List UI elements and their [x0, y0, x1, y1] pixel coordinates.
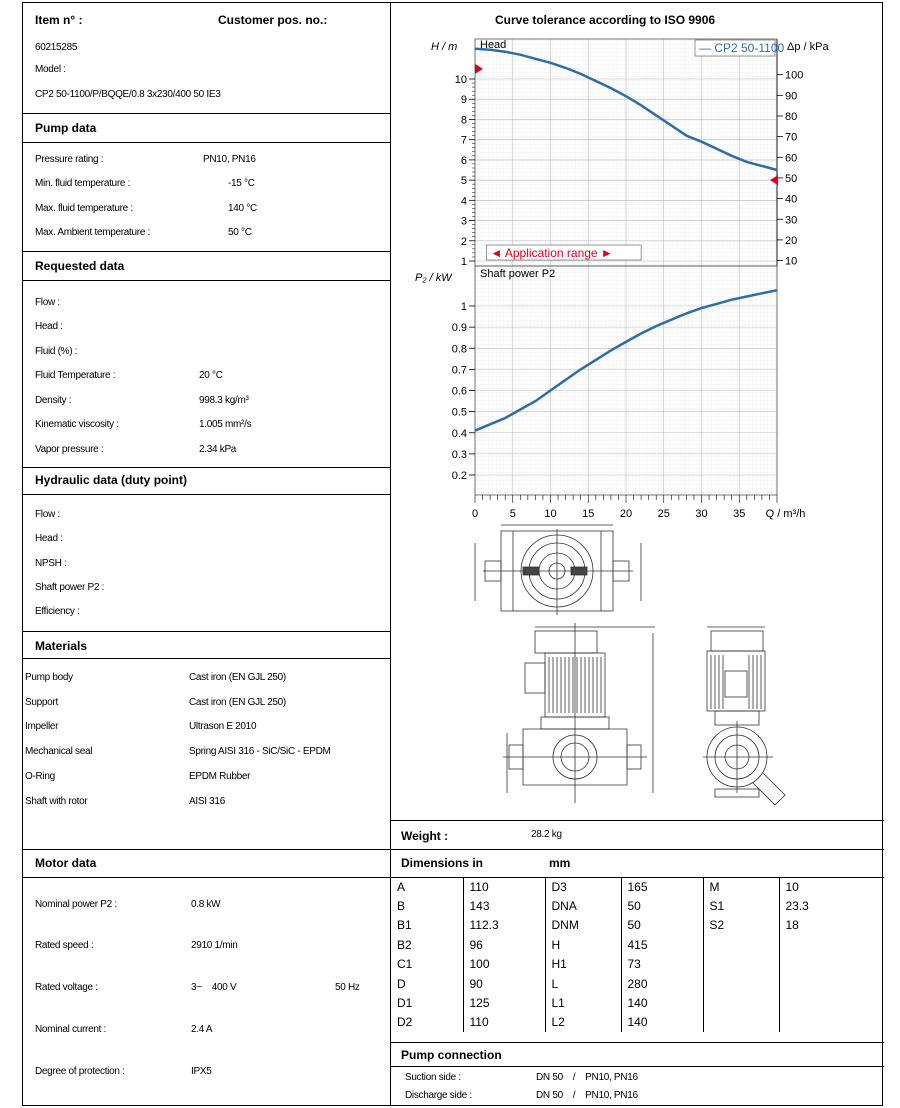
- weight-label: Weight :: [401, 829, 449, 843]
- dimension-key: B1: [391, 916, 463, 935]
- y2-tick-label: 50: [785, 172, 798, 185]
- dimension-value: [779, 955, 884, 974]
- connection-value: DN 50 / PN10, PN16: [536, 1072, 638, 1083]
- x-axis: [472, 495, 805, 520]
- pump-drawings: [463, 523, 843, 823]
- y-axis-label: H / m: [431, 41, 458, 53]
- requested-data-label: Fluid Temperature :: [35, 370, 116, 381]
- motor-data-value: 0.8 kW: [191, 899, 221, 910]
- pump-connection-title: Pump connection: [401, 1048, 502, 1062]
- y-tick-label: 2: [460, 235, 467, 248]
- y-tick-label: 6: [460, 154, 467, 167]
- dimension-value: 50: [621, 896, 703, 915]
- divider: [23, 280, 390, 281]
- requested-data-value: 998.3 kg/m³: [199, 395, 249, 406]
- y-tick-label: 0.6: [451, 385, 467, 398]
- motor-data-value: 2910 1/min: [191, 940, 238, 951]
- requested-data-label: Vapor pressure :: [35, 444, 104, 455]
- pump-data-label: Min. fluid temperature :: [35, 178, 131, 189]
- dimension-row: [391, 916, 884, 935]
- pump-data-value: PN10, PN16: [203, 154, 256, 165]
- motor-data-value: IPX5: [191, 1066, 212, 1077]
- y-tick-label: 0.4: [451, 427, 467, 440]
- material-label: Support: [25, 697, 58, 708]
- dimension-row: [391, 974, 884, 993]
- y-tick-label: 0.5: [451, 406, 467, 419]
- hydraulic-data-title: Hydraulic data (duty point): [35, 473, 188, 487]
- y2-tick-label: 70: [785, 131, 798, 144]
- dimension-row: [391, 877, 884, 896]
- dimension-row: [391, 1013, 884, 1032]
- dimension-value: 18: [785, 918, 799, 933]
- dimension-value: 125: [463, 993, 545, 1012]
- requested-data-label: Density :: [35, 395, 72, 406]
- divider: [391, 1042, 884, 1043]
- y-tick-label: 0.3: [451, 448, 467, 461]
- y-tick-label: 5: [460, 175, 467, 188]
- requested-data-label: Flow :: [35, 297, 60, 308]
- requested-data-label: Head :: [35, 321, 63, 332]
- dimension-key: D3: [545, 877, 621, 896]
- y-axis-label: P₂ / kW: [415, 272, 452, 284]
- y-tick-label: 3: [460, 215, 467, 228]
- dimension-key: DNA: [545, 896, 621, 915]
- material-value: EPDM Rubber: [189, 771, 251, 782]
- pump-data-label: Max. Ambient temperature :: [35, 227, 151, 238]
- y-tick-label: 0.7: [451, 364, 467, 377]
- dimension-key: D1: [391, 993, 463, 1012]
- divider: [23, 142, 390, 143]
- y2-tick-label: 60: [785, 152, 798, 165]
- dimension-value: 143: [463, 896, 545, 915]
- hydraulic-data-label: Efficiency :: [35, 606, 80, 617]
- x-tick-label: 35: [733, 508, 746, 520]
- dimension-value: 112.3: [463, 916, 545, 935]
- pump-data-label: Max. fluid temperature :: [35, 203, 133, 214]
- materials-title: Materials: [35, 639, 88, 653]
- front-view-drawing: [503, 623, 655, 803]
- dimensions-label: Dimensions in: [401, 856, 484, 870]
- dimension-value: 96: [463, 935, 545, 954]
- divider: [391, 1066, 884, 1067]
- dimension-value: 110: [463, 1013, 545, 1032]
- y-tick-label: 0.8: [451, 343, 467, 356]
- dimension-key: S1: [703, 896, 779, 915]
- y2-tick-label: 90: [785, 90, 798, 103]
- dimension-key: [703, 955, 779, 974]
- y-tick-label: 0.9: [451, 322, 467, 335]
- y-tick-label: 9: [460, 94, 467, 107]
- dimension-key: B2: [391, 935, 463, 954]
- motor-data-value: 3~ 400 V: [191, 982, 237, 993]
- divider: [23, 631, 390, 632]
- divider: [23, 467, 390, 468]
- item-label: Item n° :: [35, 13, 83, 27]
- dimension-value: 140: [621, 1013, 703, 1032]
- divider: [23, 251, 390, 252]
- material-label: Mechanical seal: [25, 746, 93, 757]
- connection-label: Suction side :: [405, 1072, 461, 1083]
- dimension-value: 100: [463, 955, 545, 974]
- dimension-key: M: [703, 877, 779, 896]
- head-series-label: Head: [480, 39, 507, 51]
- dimension-value: 10: [785, 879, 799, 894]
- material-value: Cast iron (EN GJL 250): [189, 697, 286, 708]
- curve-title: Curve tolerance according to ISO 9906: [495, 13, 716, 27]
- dimension-key: H: [545, 935, 621, 954]
- material-value: Spring AISI 316 - SiC/SiC - EPDM: [189, 746, 331, 757]
- x-tick-label: 15: [582, 508, 595, 520]
- material-label: O-Ring: [25, 771, 55, 782]
- dimension-key: [703, 1013, 779, 1032]
- x-tick-label: 5: [509, 508, 516, 520]
- hydraulic-data-label: Flow :: [35, 509, 60, 520]
- material-label: Impeller: [25, 721, 59, 732]
- dimension-row: [391, 896, 884, 915]
- divider: [23, 113, 390, 114]
- x-tick-label: 25: [657, 508, 670, 520]
- requested-data-label: Kinematic viscosity :: [35, 419, 119, 430]
- pump-data-value: -15 °C: [228, 178, 255, 189]
- top-view-drawing: [475, 525, 641, 615]
- dimension-row: [391, 955, 884, 974]
- x-tick-label: 10: [544, 508, 557, 520]
- dimension-value: 50: [621, 916, 703, 935]
- dimension-value: 90: [463, 974, 545, 993]
- y2-axis-label: Δp / kPa: [787, 41, 829, 53]
- y-tick-label: 4: [460, 195, 467, 208]
- y-tick-label: 0.2: [451, 470, 467, 482]
- y2-tick-label: 10: [785, 255, 798, 268]
- y2-tick-label: 100: [785, 69, 804, 82]
- model-value: CP2 50-1100/P/BQQE/0.8 3x230/400 50 IE3: [35, 89, 221, 100]
- divider: [23, 849, 390, 850]
- y2-tick-label: 30: [785, 214, 798, 227]
- dimension-value: 280: [621, 974, 703, 993]
- dimension-value: 23.3: [785, 899, 809, 914]
- connection-label: Discharge side :: [405, 1090, 472, 1101]
- motor-data-label: Degree of protection :: [35, 1066, 125, 1077]
- dimension-key: L2: [545, 1013, 621, 1032]
- material-label: Shaft with rotor: [25, 796, 88, 807]
- dimension-key: D2: [391, 1013, 463, 1032]
- weight-value: 28.2 kg: [531, 829, 562, 840]
- divider: [391, 820, 884, 821]
- dimension-key: [703, 935, 779, 954]
- divider: [23, 877, 390, 878]
- requested-data-label: Fluid (%) :: [35, 346, 78, 357]
- requested-data-value: 1.005 mm²/s: [199, 419, 252, 430]
- divider: [391, 849, 884, 850]
- hydraulic-data-label: NPSH :: [35, 558, 67, 569]
- dimension-value: 415: [621, 935, 703, 954]
- requested-data-title: Requested data: [35, 259, 125, 273]
- motor-data-title: Motor data: [35, 856, 97, 870]
- y2-tick-label: 80: [785, 110, 798, 123]
- dimension-key: L1: [545, 993, 621, 1012]
- y-tick-label: 7: [460, 134, 467, 147]
- material-label: Pump body: [25, 672, 73, 683]
- dimension-value: 73: [621, 955, 703, 974]
- x-axis-label: Q / m³/h: [765, 508, 806, 520]
- y-tick-label: 10: [454, 74, 467, 86]
- material-value: AISI 316: [189, 796, 225, 807]
- pump-data-label: Pressure rating :: [35, 154, 104, 165]
- hydraulic-data-label: Shaft power P2 :: [35, 582, 105, 593]
- dimension-key: D: [391, 974, 463, 993]
- y-tick-label: 1: [460, 301, 467, 313]
- side-view-drawing: [703, 627, 785, 805]
- connection-value: DN 50 / PN10, PN16: [536, 1090, 638, 1101]
- dimension-key: [703, 993, 779, 1012]
- dimension-row: [391, 935, 884, 954]
- divider: [23, 494, 390, 495]
- customer-pos-label: Customer pos. no.:: [218, 13, 328, 27]
- dimension-key: A: [391, 877, 463, 896]
- dimension-row: [391, 993, 884, 1012]
- y-tick-label: 8: [460, 114, 467, 127]
- motor-data-value: 2.4 A: [191, 1024, 213, 1035]
- hydraulic-data-label: Head :: [35, 533, 63, 544]
- dimensions-unit: mm: [549, 856, 571, 870]
- dimension-value: [779, 1013, 884, 1032]
- model-label: Model :: [35, 64, 66, 75]
- x-tick-label: 30: [695, 508, 708, 520]
- requested-data-value: 2.34 kPa: [199, 444, 237, 455]
- material-value: Cast iron (EN GJL 250): [189, 672, 286, 683]
- divider: [23, 658, 390, 659]
- y2-tick-label: 40: [785, 193, 798, 206]
- requested-data-value: 20 °C: [199, 370, 223, 381]
- dimension-key: H1: [545, 955, 621, 974]
- motor-data-label: Rated voltage :: [35, 982, 98, 993]
- dimension-key: [703, 974, 779, 993]
- y2-tick-label: 20: [785, 234, 798, 247]
- dimension-key: B: [391, 896, 463, 915]
- pump-data-value: 140 °C: [228, 203, 257, 214]
- dimensions-table: [391, 877, 884, 1032]
- performance-chart: [391, 29, 883, 529]
- power-series-label: Shaft power P2: [480, 268, 556, 280]
- dimension-key: C1: [391, 955, 463, 974]
- pump-data-title: Pump data: [35, 121, 97, 135]
- dimension-value: [779, 935, 884, 954]
- dimension-value: [779, 993, 884, 1012]
- datasheet: [22, 2, 883, 1106]
- dimension-value: 165: [621, 877, 703, 896]
- dimension-key: L: [545, 974, 621, 993]
- motor-data-label: Nominal power P2 :: [35, 899, 117, 910]
- item-number: 60215285: [35, 42, 78, 53]
- material-value: Ultrason E 2010: [189, 721, 257, 732]
- dimension-key: S2: [703, 916, 779, 935]
- application-range-label: ◄ Application range ►: [490, 246, 613, 260]
- motor-data-label: Rated speed :: [35, 940, 94, 951]
- x-tick-label: 0: [471, 508, 479, 520]
- dimension-value: 140: [621, 993, 703, 1012]
- y-tick-label: 1: [460, 256, 467, 268]
- dimension-value: 110: [463, 877, 545, 896]
- dimension-value: [779, 974, 884, 993]
- legend-label: — CP2 50-1100: [699, 41, 785, 55]
- motor-data-label: Nominal current :: [35, 1024, 107, 1035]
- x-tick-label: 20: [619, 508, 633, 520]
- pump-data-value: 50 °C: [228, 227, 252, 238]
- power-panel: [415, 266, 777, 495]
- dimension-key: DNM: [545, 916, 621, 935]
- motor-data-extra: 50 Hz: [335, 982, 360, 993]
